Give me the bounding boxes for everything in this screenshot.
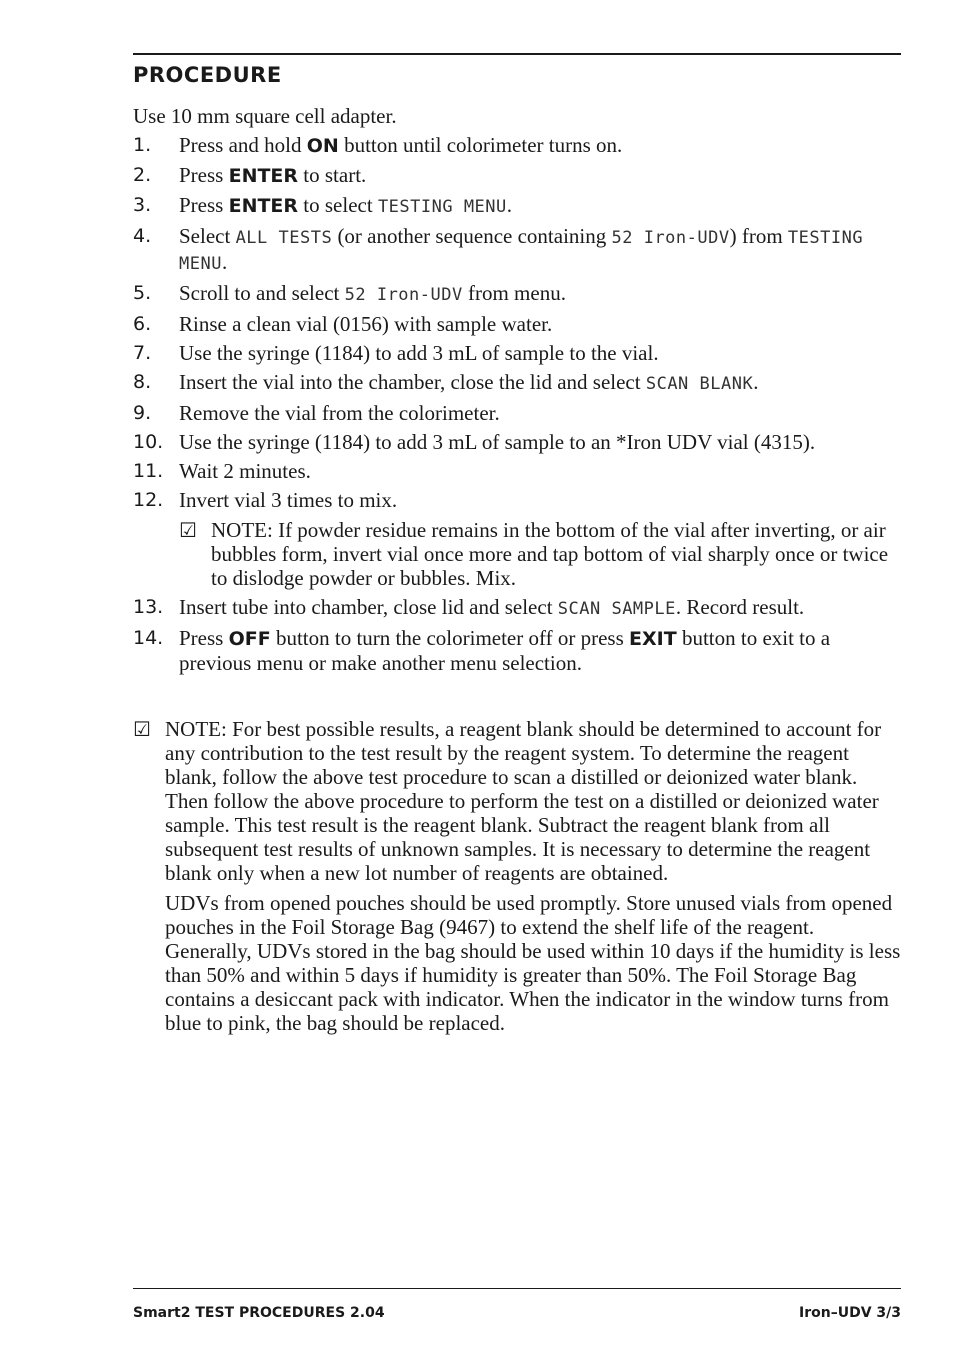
key-label-on: ON bbox=[306, 135, 339, 157]
note-text: NOTE: If powder residue remains in the bottom of the vial after inverting, or air bubbles form, invert vial once more and tap bottom of vial sharply once or twice to dislodge powder or bubbles. Mix. bbox=[211, 518, 889, 590]
step-text: button until colorimeter turns on. bbox=[338, 133, 623, 157]
footer-page-number: Iron–UDV 3/3 bbox=[799, 1305, 901, 1321]
step-number: 9. bbox=[133, 402, 152, 424]
footer-document-title: Smart2 TEST PROCEDURES 2.04 bbox=[133, 1305, 385, 1321]
step-text: Wait 2 minutes. bbox=[179, 459, 311, 483]
bottom-rule bbox=[133, 1288, 901, 1289]
step-text: Remove the vial from the colorimeter. bbox=[179, 401, 500, 425]
step-number: 7. bbox=[133, 342, 152, 364]
step-number: 1. bbox=[133, 134, 152, 156]
step-text: Insert the vial into the chamber, close the lid and select bbox=[179, 370, 646, 394]
intro-text: Use 10 mm square cell adapter. bbox=[133, 104, 397, 128]
step-4 bbox=[133, 224, 901, 276]
note-paragraph-2: UDVs from opened pouches should be used promptly. Store unused vials from opened pouches in the Foil Storage Bag (9467) to extend the shelf life of the reagent. Generally, UDVs stored in the bag should be used within 10 days if the humidity is less than 50% and within 5 days if humidity is greater than 50%. The Foil Storage Bag contains a desiccant pack with indicator. When the indicator in the window turns from blue to pink, the bag should be replaced. bbox=[165, 891, 901, 1035]
step-text: Invert vial 3 times to mix. bbox=[179, 488, 398, 512]
step-number: 11. bbox=[133, 460, 164, 482]
step-text: Scroll to and select bbox=[179, 281, 345, 305]
key-label-exit: EXIT bbox=[629, 628, 677, 650]
step-number: 12. bbox=[133, 489, 164, 511]
step-text: . bbox=[753, 370, 759, 394]
step-3 bbox=[133, 193, 901, 219]
step-2 bbox=[133, 163, 901, 188]
step-number: 14. bbox=[133, 627, 164, 649]
step-text: to select bbox=[298, 193, 378, 217]
step-text: . bbox=[506, 193, 513, 217]
step-number: 10. bbox=[133, 431, 164, 453]
step-10 bbox=[133, 430, 901, 454]
step-5 bbox=[133, 281, 901, 307]
step-12 bbox=[133, 488, 901, 590]
key-label-off: OFF bbox=[228, 628, 271, 650]
note-paragraph-1: NOTE: For best possible results, a reagent blank should be determined to account for any contribution to the test result by the reagent system. To determine the reagent blank, follow the above test procedure to scan a distilled or deionized water blank. Then follow the above procedure to perform the test on a distilled or deionized water sample. This test result is the reagent blank. Subtract the reagent blank from all subsequent test results of unknown samples. It is necessary to determine the reagent blank only when a new lot number of reagents are obtained. bbox=[165, 717, 882, 885]
display-text: SCAN SAMPLE bbox=[557, 599, 676, 619]
step-11 bbox=[133, 459, 901, 483]
step-number: 3. bbox=[133, 194, 152, 216]
step-text: Press and hold bbox=[179, 133, 307, 157]
step-13 bbox=[133, 595, 901, 621]
section-heading: PROCEDURE bbox=[133, 63, 282, 87]
step-number: 8. bbox=[133, 371, 152, 393]
display-text: ALL TESTS bbox=[235, 228, 333, 248]
step-text: button to exit to a previous menu or make another menu selection. bbox=[179, 626, 831, 675]
step-text: (or another sequence containing bbox=[332, 224, 612, 248]
step-text: . Record result. bbox=[675, 595, 805, 619]
display-text: 52 Iron-UDV bbox=[611, 228, 730, 248]
procedure-steps bbox=[133, 133, 901, 675]
step-text: button to turn the colorimeter off or press bbox=[270, 626, 630, 650]
step-number: 13. bbox=[133, 596, 164, 618]
step-9 bbox=[133, 401, 901, 425]
step-text: Rinse a clean vial (0156) with sample water. bbox=[179, 312, 553, 336]
step-text: Press bbox=[179, 193, 229, 217]
step-1 bbox=[133, 133, 901, 158]
key-label-enter: ENTER bbox=[228, 195, 299, 217]
step-number: 5. bbox=[133, 282, 152, 304]
step-text: Press bbox=[179, 626, 229, 650]
step-number: 4. bbox=[133, 225, 152, 247]
top-rule bbox=[133, 53, 901, 55]
step-text: ) from bbox=[729, 224, 788, 248]
checkbox-icon: ☑ bbox=[133, 717, 151, 741]
checkbox-icon: ☑ bbox=[179, 518, 197, 542]
step-12-note bbox=[179, 518, 901, 590]
display-text: SCAN BLANK bbox=[645, 374, 754, 394]
step-8 bbox=[133, 370, 901, 396]
procedure-content bbox=[133, 104, 901, 1041]
step-text: Select bbox=[179, 224, 236, 248]
key-label-enter: ENTER bbox=[228, 165, 299, 187]
display-text: 52 Iron-UDV bbox=[344, 285, 463, 305]
step-text: Use the syringe (1184) to add 3 mL of sample to the vial. bbox=[179, 341, 659, 365]
step-number: 6. bbox=[133, 313, 152, 335]
step-text: Insert tube into chamber, close lid and select bbox=[179, 595, 558, 619]
reagent-blank-note bbox=[133, 717, 901, 1035]
step-14 bbox=[133, 626, 901, 675]
step-text: Press bbox=[179, 163, 229, 187]
display-text: TESTING MENU bbox=[377, 197, 507, 217]
display-text: TESTING MENU bbox=[179, 228, 864, 274]
step-text: . bbox=[221, 250, 228, 274]
step-6 bbox=[133, 312, 901, 336]
step-text: from menu. bbox=[462, 281, 566, 305]
step-text: Use the syringe (1184) to add 3 mL of sample to an *Iron UDV vial (4315). bbox=[179, 430, 816, 454]
step-7 bbox=[133, 341, 901, 365]
step-text: to start. bbox=[298, 163, 367, 187]
step-number: 2. bbox=[133, 164, 152, 186]
